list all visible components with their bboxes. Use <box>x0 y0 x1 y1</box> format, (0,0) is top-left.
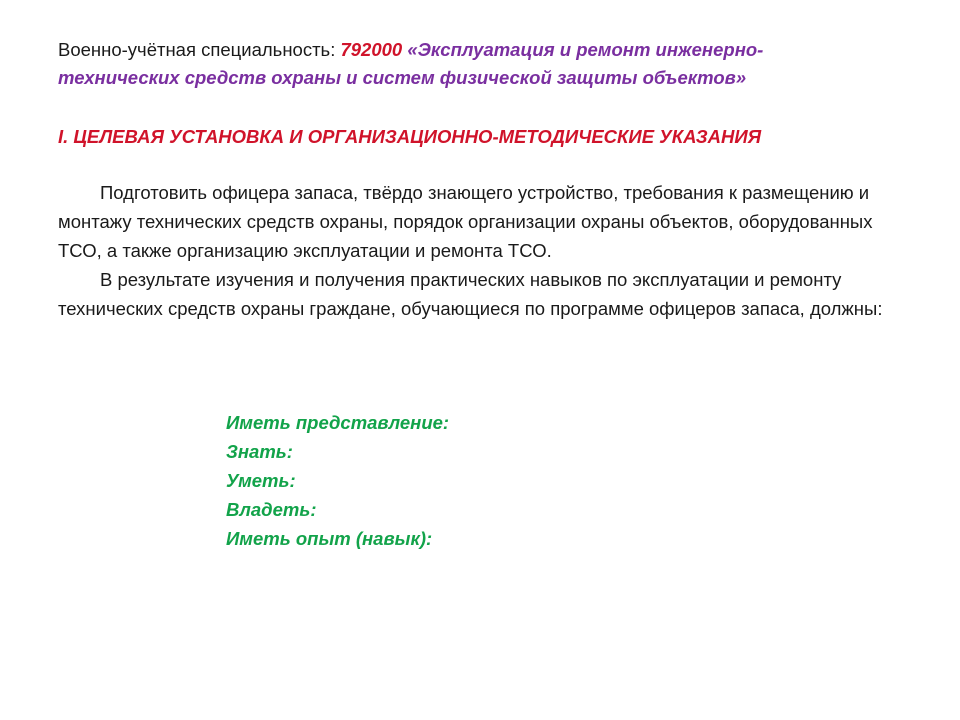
requirement-item: Иметь опыт (навык): <box>226 528 433 549</box>
specialty-prefix: Военно-учётная специальность: <box>58 39 341 60</box>
requirements-list <box>226 408 726 553</box>
paragraph-goal: Подготовить офицера запаса, твёрдо знающего устройство, требования к размещению и монтажу технических средств охраны, порядок организации охраны объектов, оборудованных ТСО, а также организацию эксплуатации и ремонта ТСО. <box>58 182 873 261</box>
paragraph-result: В результате изучения и получения практических навыков по эксплуатации и ремонту технических средств охраны граждане, обучающиеся по программе офицеров запаса, должны: <box>58 269 883 319</box>
body-text <box>58 178 898 323</box>
specialty-header <box>58 36 918 92</box>
specialty-code: 792000 <box>340 39 403 60</box>
requirement-item: Иметь представление: <box>226 412 450 433</box>
requirement-item: Знать: <box>226 441 293 462</box>
specialty-title-line2: технических средств охраны и систем физической защиты объектов» <box>58 67 747 88</box>
requirement-item: Владеть: <box>226 499 317 520</box>
section-title: I. ЦЕЛЕВАЯ УСТАНОВКА И ОРГАНИЗАЦИОННО-МЕТОДИЧЕСКИЕ УКАЗАНИЯ <box>58 126 762 147</box>
specialty-title-line1: «Эксплуатация и ремонт инженерно- <box>402 39 764 60</box>
requirement-item: Уметь: <box>226 470 296 491</box>
